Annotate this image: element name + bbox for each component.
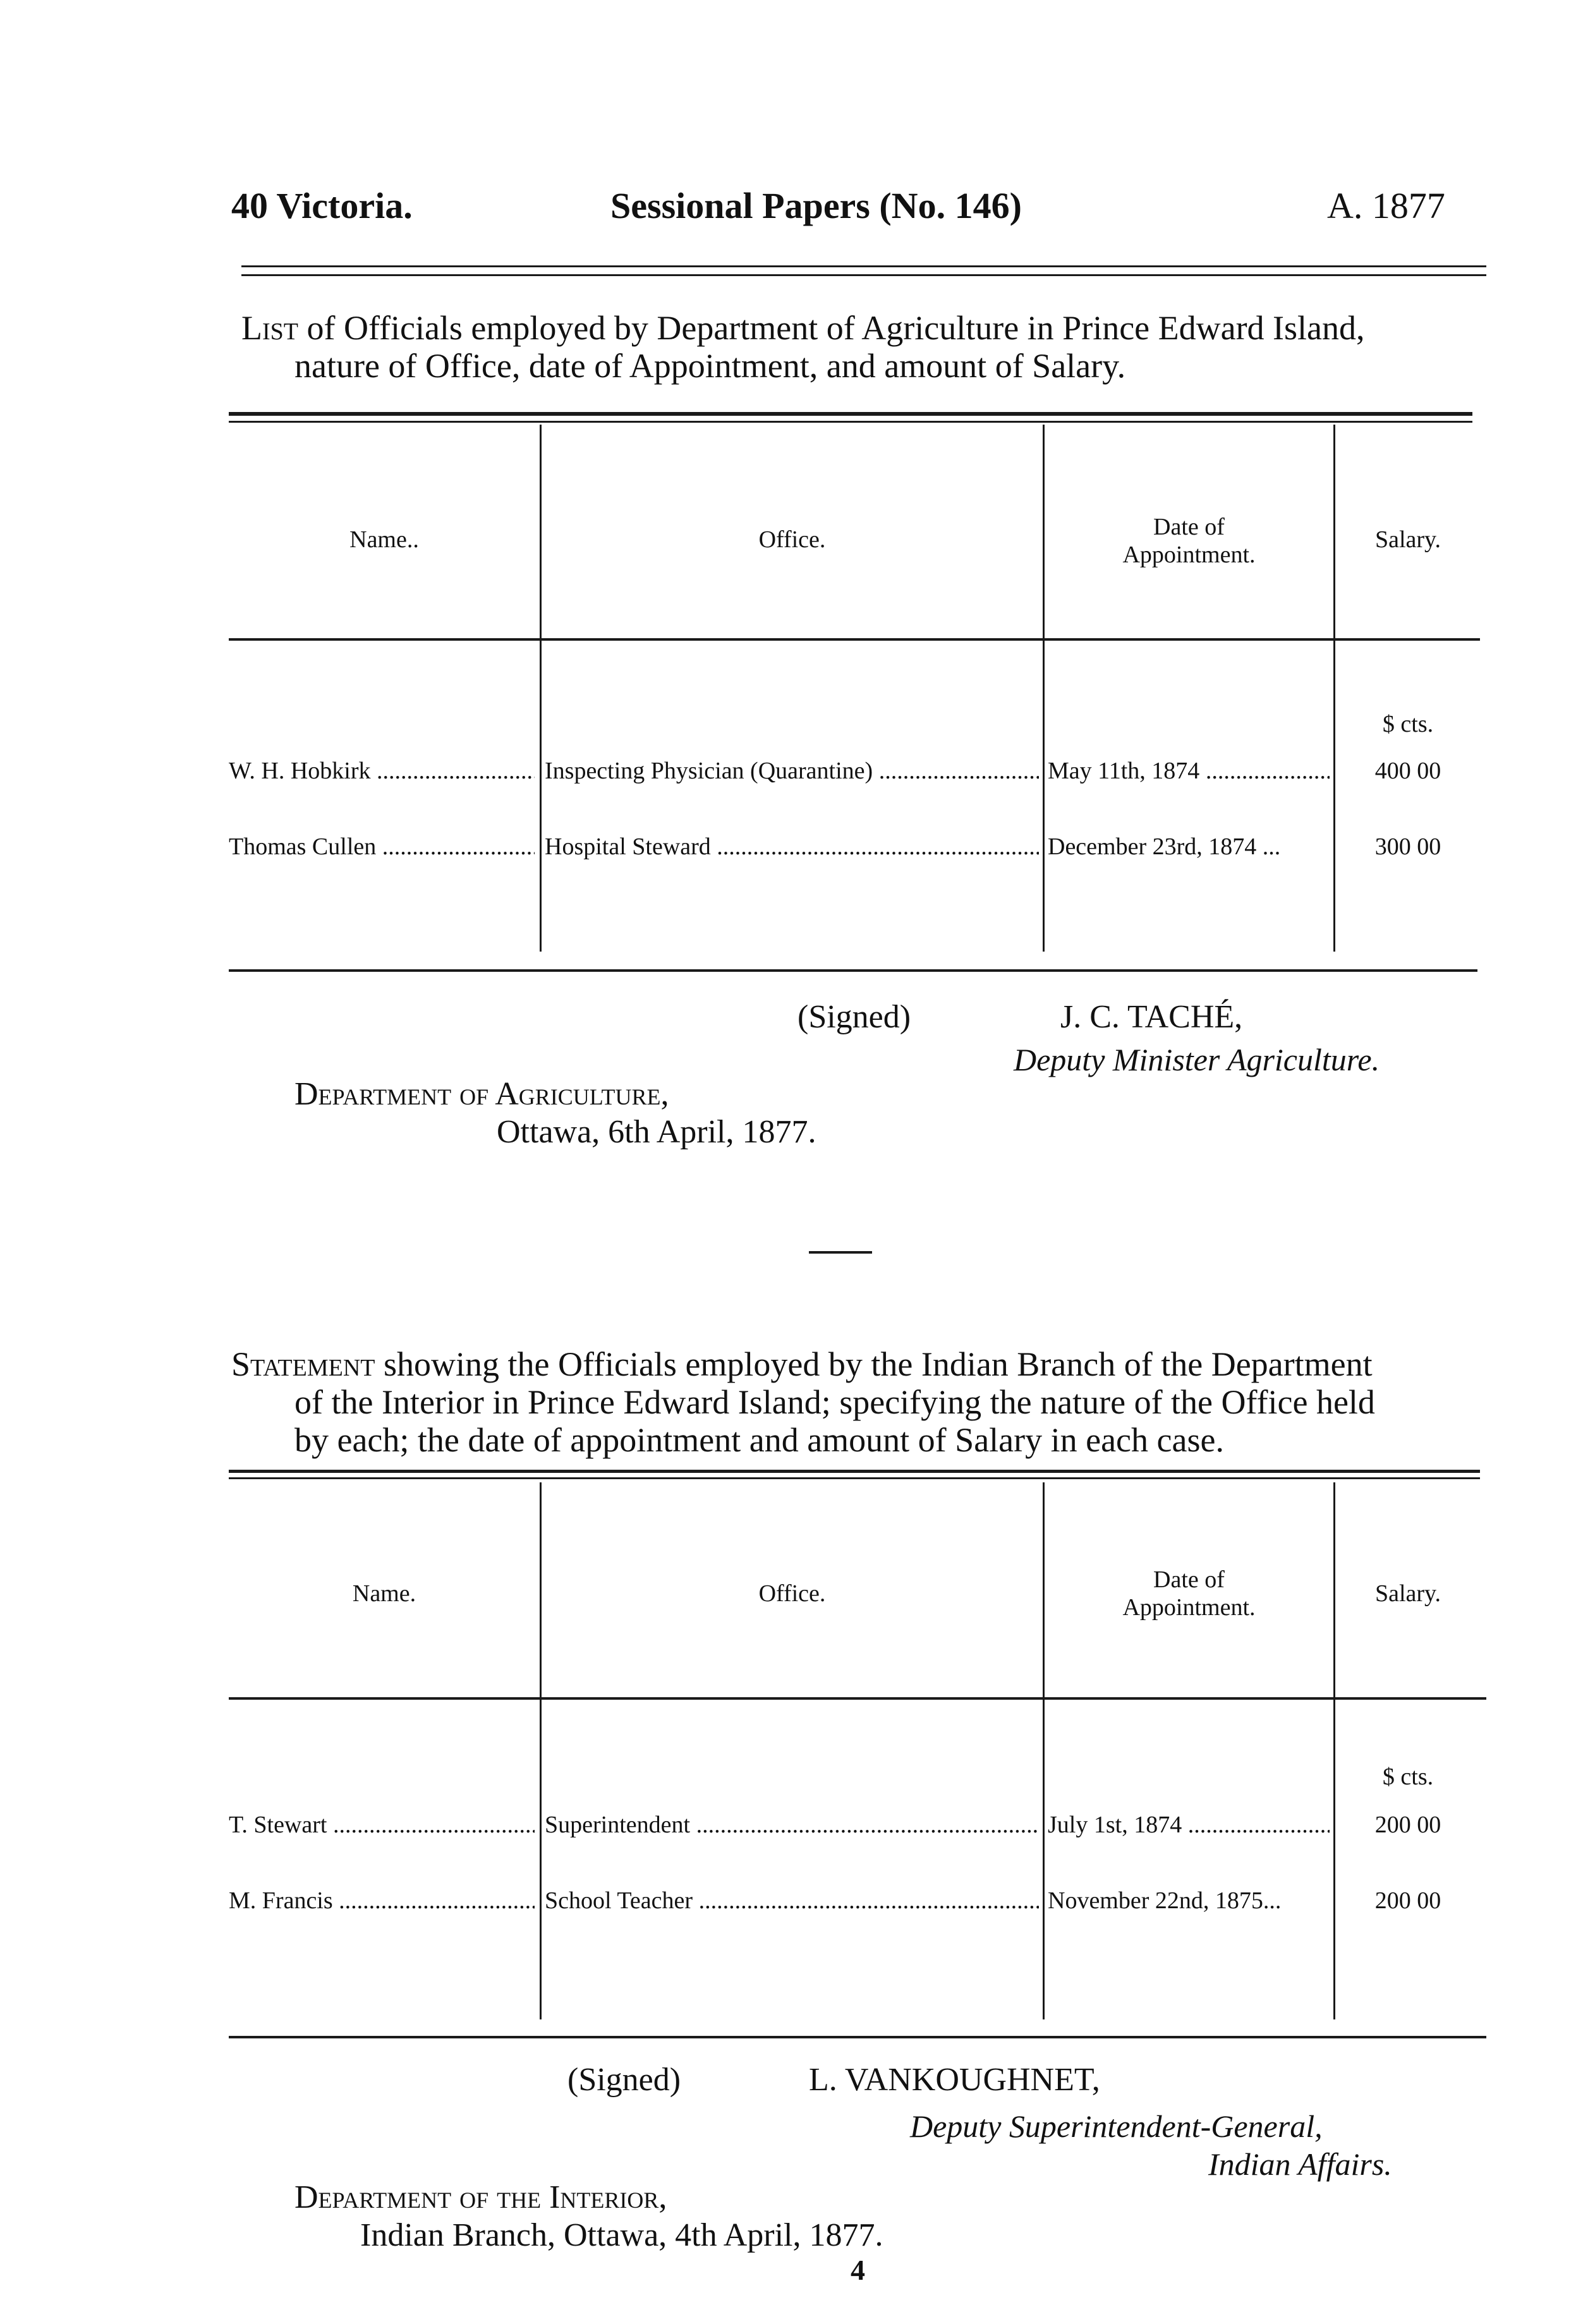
section2-caption-line1: showing the Officials employed by the Indian Branch of the Department — [384, 1345, 1373, 1383]
table-row-salary: 200 00 — [1374, 1887, 1441, 1914]
section1-caption-line2: nature of Office, date of Appointment, and amount of Salary. — [294, 347, 1126, 385]
col-office-header: Office. — [758, 526, 826, 553]
col-office-header: Office. — [758, 1580, 826, 1607]
section2-caption-line2: of the Interior in Prince Edward Island; specifying the nature of the Office held — [294, 1383, 1375, 1421]
col-name-header: Name. — [352, 1580, 416, 1607]
currency-label: $ cts. — [1382, 711, 1434, 737]
section1-caption-line1: of Officials employed by Department of Agriculture in Prince Edward Island, — [306, 309, 1365, 347]
table2-col-divider-3 — [1333, 1482, 1335, 2019]
table2-head-rule — [229, 1697, 1486, 1700]
table2-bottom-rule — [229, 2036, 1486, 2038]
section2-signatory-title2: Indian Affairs. — [1208, 2146, 1392, 2182]
header-rule-1 — [241, 265, 1486, 267]
table1-col-divider-1 — [540, 425, 542, 952]
table1-top-rule-2 — [229, 421, 1472, 423]
col-name-header: Name.. — [349, 526, 419, 553]
section1-dept-line1: Department of Agriculture, — [294, 1076, 669, 1112]
col-salary-header: Salary. — [1374, 1580, 1441, 1607]
table-row-salary: 300 00 — [1374, 833, 1441, 860]
header-title: Sessional Papers (No. 146) — [610, 185, 1022, 226]
section2-dept-line1: Department of the Interior, — [294, 2179, 667, 2215]
header-rule-2 — [241, 274, 1486, 276]
table-row-date: May 11th, 1874 ..... — [1048, 757, 1330, 785]
header-left: 40 Victoria. — [231, 185, 413, 226]
table-row-office: School Teacher ..... — [545, 1887, 1039, 1915]
col-date-header-line2: Appointment. — [1122, 542, 1256, 568]
table-row-office: Superintendent ..... — [545, 1811, 1039, 1839]
table-row-date: July 1st, 1874 ..... — [1048, 1811, 1330, 1839]
col-date-header-line1: Date of — [1153, 1566, 1225, 1593]
table2-top-rule-2 — [229, 1477, 1480, 1479]
section1-caption — [241, 308, 1365, 348]
table1-top-rule — [229, 412, 1472, 416]
table-row-name: T. Stewart ..... — [229, 1811, 535, 1839]
table-row-salary: 200 00 — [1374, 1812, 1441, 1838]
section2-signed: (Signed) — [567, 2062, 681, 2098]
table-row-office: Hospital Steward ..... — [545, 833, 1039, 861]
section1-caption-lead: List — [241, 309, 298, 347]
currency-label: $ cts. — [1382, 1764, 1434, 1790]
table2-col-divider-2 — [1043, 1482, 1045, 2019]
col-date-header-line2: Appointment. — [1122, 1594, 1256, 1621]
section1-dept-line2: Ottawa, 6th April, 1877. — [497, 1114, 816, 1150]
page-number: 4 — [851, 2254, 865, 2286]
section2-caption-lead: Statement — [231, 1345, 375, 1383]
table1-head-rule — [229, 638, 1480, 641]
col-salary-header: Salary. — [1374, 526, 1441, 553]
table1-col-divider-3 — [1333, 425, 1335, 952]
table-row-office: Inspecting Physician (Quarantine) ..... — [545, 757, 1039, 785]
table-row-date: November 22nd, 1875... — [1048, 1887, 1282, 1914]
section2-caption — [231, 1345, 1373, 1384]
table1-bottom-rule — [229, 969, 1477, 972]
table2-top-rule — [229, 1470, 1480, 1473]
section2-signatory: L. VANKOUGHNET, — [809, 2062, 1100, 2098]
table-row-name: M. Francis ..... — [229, 1887, 535, 1915]
col-date-header — [1045, 513, 1333, 569]
header-right: A. 1877 — [1327, 185, 1445, 226]
table-row-name: Thomas Cullen ..... — [229, 833, 535, 861]
section1-signed: (Signed) — [798, 999, 911, 1035]
section2-signatory-title1: Deputy Superintendent-General, — [910, 2109, 1323, 2144]
section2-dept-line2: Indian Branch, Ottawa, 4th April, 1877. — [360, 2217, 883, 2253]
table-row-salary: 400 00 — [1374, 758, 1441, 784]
col-date-header — [1045, 1566, 1333, 1621]
table2-col-divider-1 — [540, 1482, 542, 2019]
section1-signatory: J. C. TACHÉ, — [1060, 999, 1243, 1035]
col-date-header-line1: Date of — [1153, 514, 1225, 540]
section1-signatory-title: Deputy Minister Agriculture. — [1014, 1042, 1380, 1077]
section-separator — [809, 1251, 872, 1254]
table-row-name: W. H. Hobkirk ..... — [229, 757, 535, 785]
section2-caption-line3: by each; the date of appointment and amount of Salary in each case. — [294, 1421, 1224, 1459]
table1-col-divider-2 — [1043, 425, 1045, 952]
table-row-date: December 23rd, 1874 ... — [1048, 833, 1281, 860]
